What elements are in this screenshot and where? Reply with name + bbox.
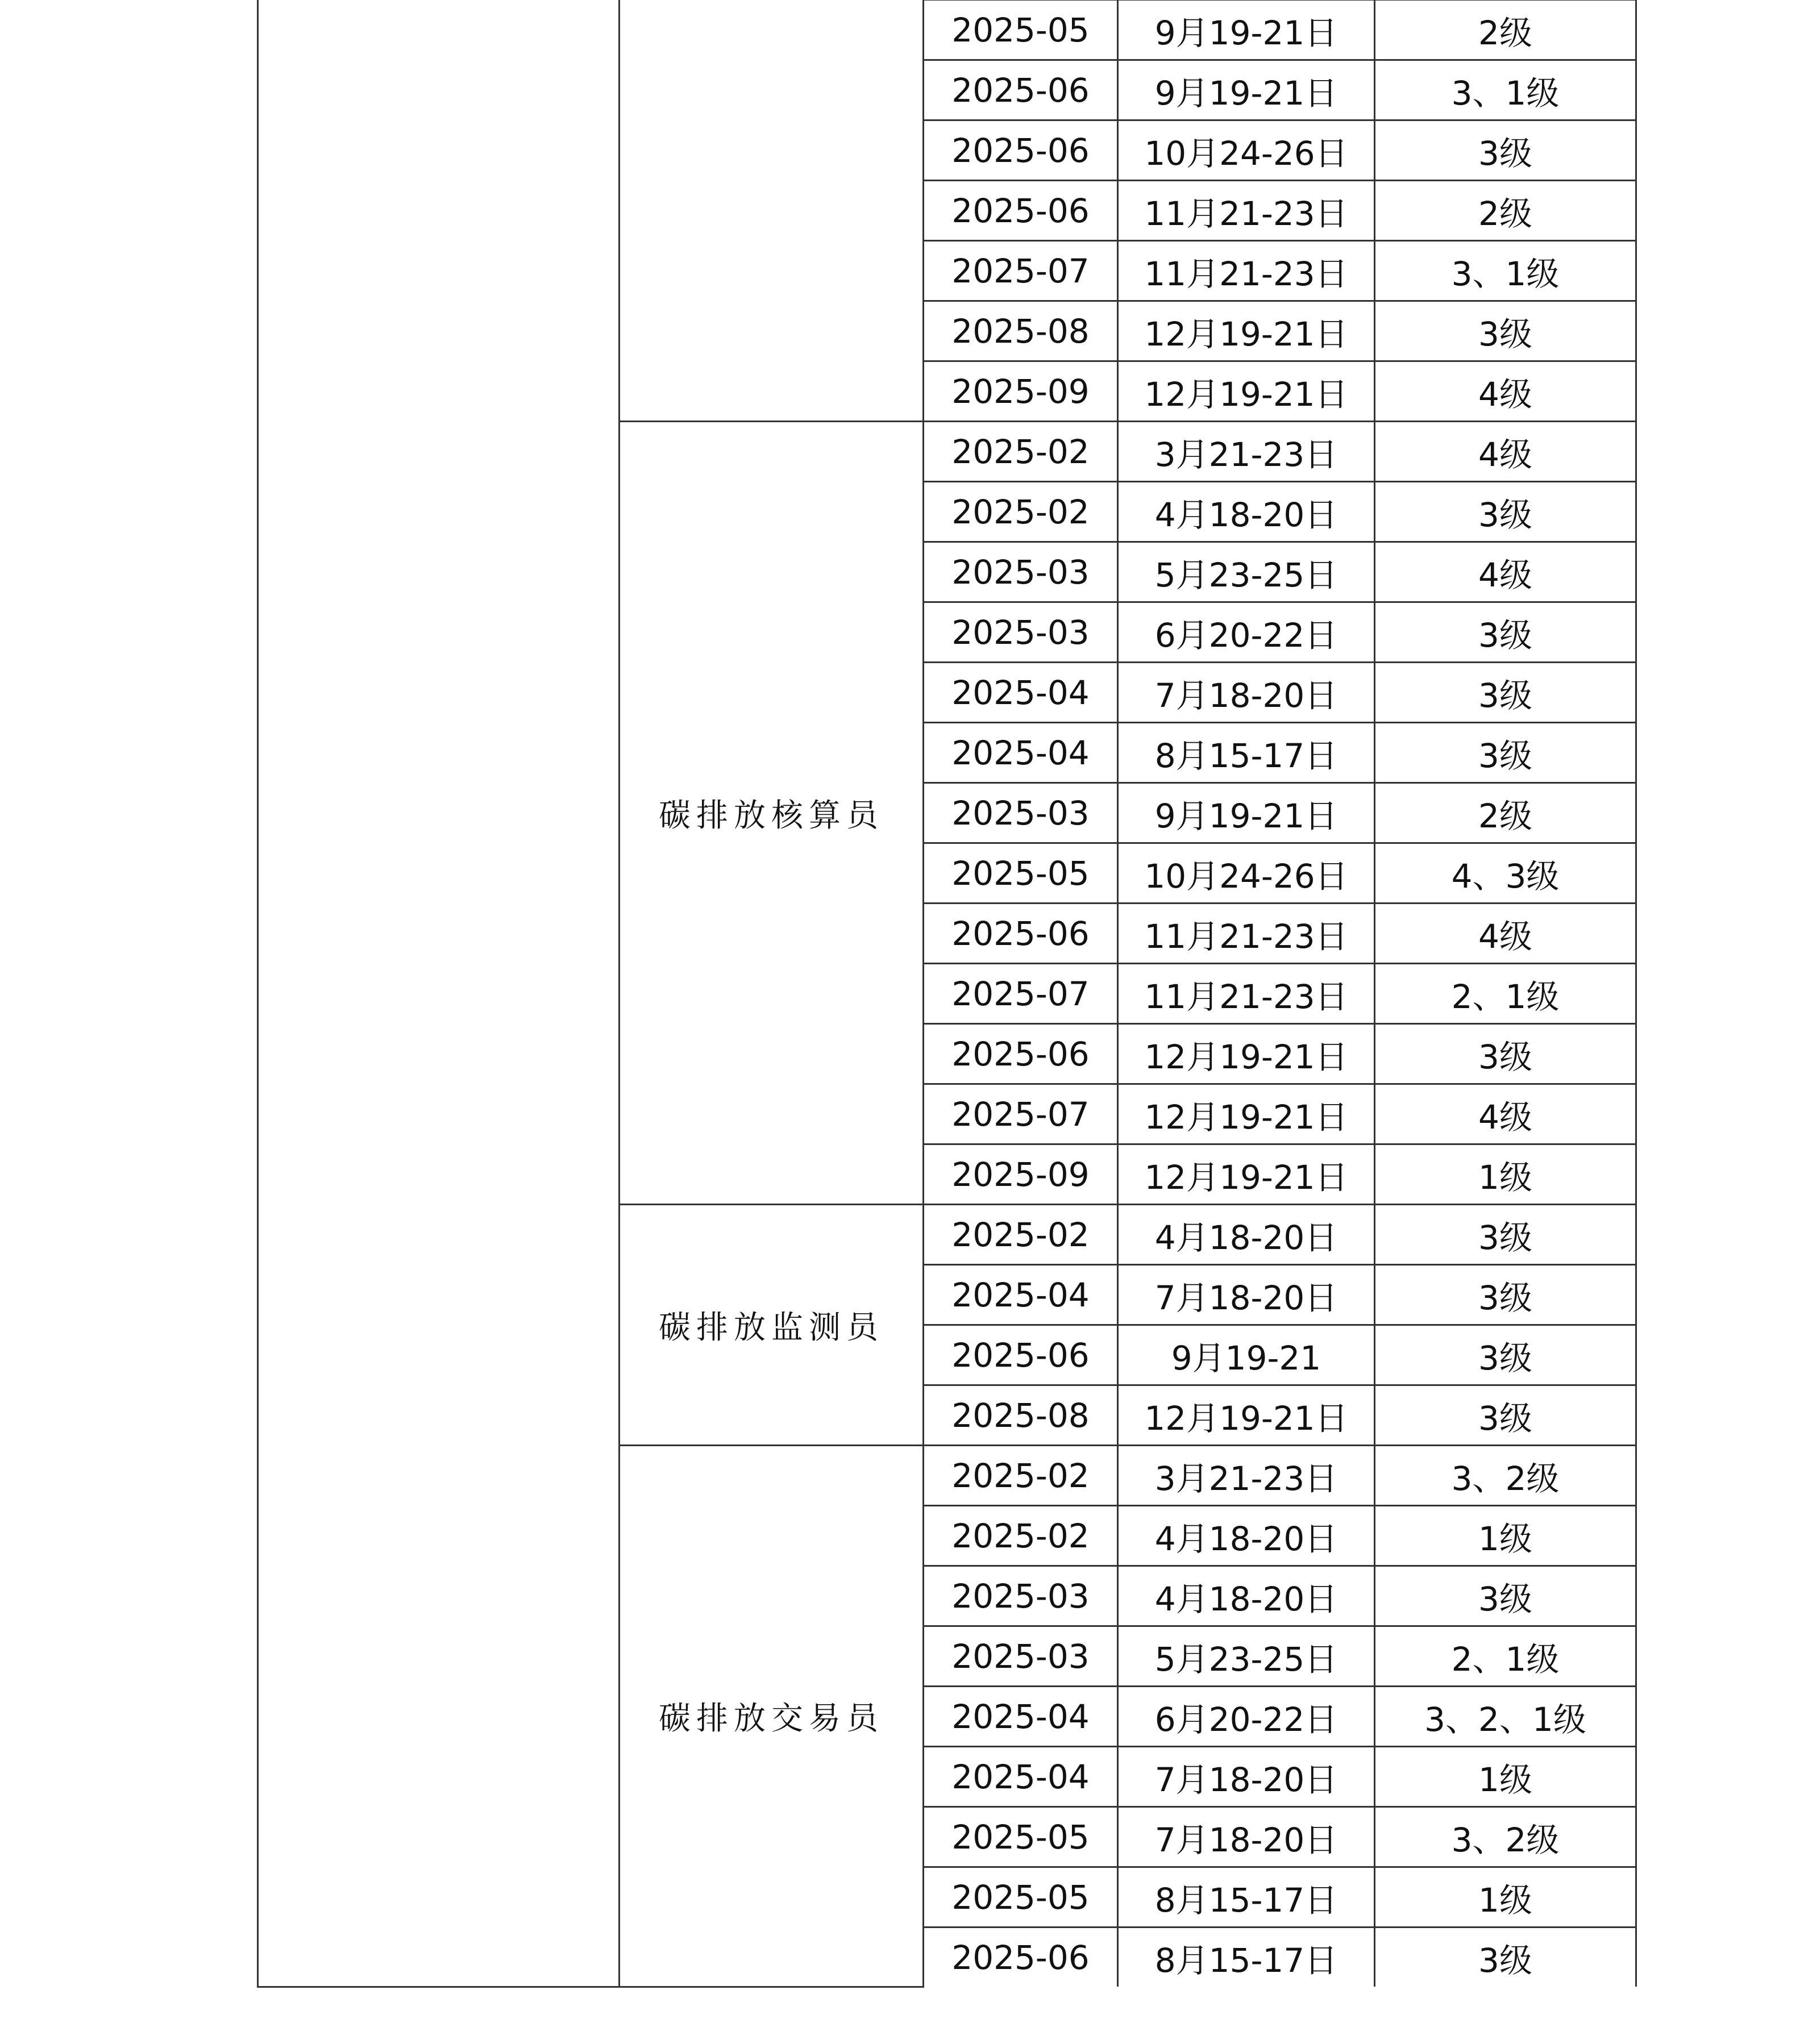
batch-cell: 2025-03 (924, 1566, 1118, 1626)
level-cell: 4级 (1375, 361, 1636, 422)
date-cell: 7月18-20日 (1118, 1807, 1375, 1867)
level-cell: 3级 (1375, 120, 1636, 181)
level-cell: 4、3级 (1375, 843, 1636, 904)
occupation-cell: 碳排放监测员 (620, 1205, 924, 1446)
batch-cell: 2025-02 (924, 1205, 1118, 1265)
batch-cell: 2025-08 (924, 1385, 1118, 1446)
level-cell: 3级 (1375, 301, 1636, 361)
date-cell: 4月18-20日 (1118, 482, 1375, 542)
date-cell: 5月23-25日 (1118, 1626, 1375, 1687)
date-cell: 7月18-20日 (1118, 1747, 1375, 1807)
level-cell: 2级 (1375, 0, 1636, 60)
batch-cell: 2025-02 (924, 1506, 1118, 1566)
batch-cell: 2025-09 (924, 361, 1118, 422)
level-cell: 2、1级 (1375, 1626, 1636, 1687)
date-cell: 9月19-21日 (1118, 783, 1375, 843)
batch-cell: 2025-06 (924, 60, 1118, 120)
level-cell: 3、1级 (1375, 241, 1636, 301)
batch-cell: 2025-03 (924, 1626, 1118, 1687)
batch-cell: 2025-06 (924, 181, 1118, 241)
batch-cell: 2025-08 (924, 301, 1118, 361)
level-cell: 3级 (1375, 1205, 1636, 1265)
table-row (258, 0, 1636, 60)
date-cell: 11月21-23日 (1118, 904, 1375, 964)
level-cell: 3、1级 (1375, 60, 1636, 120)
level-cell: 4级 (1375, 1084, 1636, 1144)
batch-cell: 2025-02 (924, 422, 1118, 482)
level-cell: 3级 (1375, 663, 1636, 723)
level-cell: 2级 (1375, 181, 1636, 241)
batch-cell: 2025-06 (924, 1024, 1118, 1084)
training-schedule-table (257, 0, 1637, 1988)
date-cell: 10月24-26日 (1118, 843, 1375, 904)
date-cell: 9月19-21日 (1118, 60, 1375, 120)
date-cell: 9月19-21日 (1118, 0, 1375, 60)
date-cell: 12月19-21日 (1118, 361, 1375, 422)
date-cell: 11月21-23日 (1118, 181, 1375, 241)
date-cell: 7月18-20日 (1118, 663, 1375, 723)
date-cell: 12月19-21日 (1118, 301, 1375, 361)
date-cell: 8月15-17日 (1118, 1928, 1375, 1987)
occupation-cell (620, 0, 924, 422)
date-cell: 11月21-23日 (1118, 241, 1375, 301)
date-cell: 3月21-23日 (1118, 422, 1375, 482)
batch-cell: 2025-09 (924, 1144, 1118, 1205)
date-cell: 8月15-17日 (1118, 723, 1375, 783)
occupation-cell: 碳排放交易员 (620, 1446, 924, 1987)
level-cell: 3、2级 (1375, 1446, 1636, 1506)
level-cell: 3级 (1375, 1385, 1636, 1446)
batch-cell: 2025-07 (924, 964, 1118, 1024)
date-cell: 8月15-17日 (1118, 1867, 1375, 1928)
batch-cell: 2025-02 (924, 482, 1118, 542)
level-cell: 1级 (1375, 1747, 1636, 1807)
date-cell: 3月21-23日 (1118, 1446, 1375, 1506)
occupation-cell: 碳排放核算员 (620, 422, 924, 1205)
level-cell: 3级 (1375, 602, 1636, 663)
batch-cell: 2025-05 (924, 843, 1118, 904)
date-cell: 11月21-23日 (1118, 964, 1375, 1024)
level-cell: 3级 (1375, 1566, 1636, 1626)
date-cell: 4月18-20日 (1118, 1566, 1375, 1626)
batch-cell: 2025-07 (924, 1084, 1118, 1144)
level-cell: 2级 (1375, 783, 1636, 843)
date-cell: 6月20-22日 (1118, 1687, 1375, 1747)
batch-cell: 2025-06 (924, 904, 1118, 964)
level-cell: 2、1级 (1375, 964, 1636, 1024)
batch-cell: 2025-04 (924, 1747, 1118, 1807)
batch-cell: 2025-04 (924, 663, 1118, 723)
level-cell: 3级 (1375, 482, 1636, 542)
level-cell: 3、2、1级 (1375, 1687, 1636, 1747)
batch-cell: 2025-04 (924, 1265, 1118, 1325)
date-cell: 5月23-25日 (1118, 542, 1375, 602)
batch-cell: 2025-03 (924, 783, 1118, 843)
batch-cell: 2025-04 (924, 1687, 1118, 1747)
batch-cell: 2025-05 (924, 1807, 1118, 1867)
date-cell: 12月19-21日 (1118, 1024, 1375, 1084)
batch-cell: 2025-06 (924, 1325, 1118, 1385)
level-cell: 3级 (1375, 1265, 1636, 1325)
batch-cell: 2025-06 (924, 120, 1118, 181)
level-cell: 3级 (1375, 723, 1636, 783)
level-cell: 4级 (1375, 904, 1636, 964)
blank-column-cell (258, 0, 620, 1987)
date-cell: 12月19-21日 (1118, 1144, 1375, 1205)
date-cell: 12月19-21日 (1118, 1385, 1375, 1446)
batch-cell: 2025-03 (924, 602, 1118, 663)
date-cell: 4月18-20日 (1118, 1205, 1375, 1265)
batch-cell: 2025-07 (924, 241, 1118, 301)
batch-cell: 2025-02 (924, 1446, 1118, 1506)
date-cell: 12月19-21日 (1118, 1084, 1375, 1144)
level-cell: 4级 (1375, 422, 1636, 482)
batch-cell: 2025-05 (924, 1867, 1118, 1928)
batch-cell: 2025-06 (924, 1928, 1118, 1987)
date-cell: 7月18-20日 (1118, 1265, 1375, 1325)
date-cell: 6月20-22日 (1118, 602, 1375, 663)
batch-cell: 2025-03 (924, 542, 1118, 602)
date-cell: 10月24-26日 (1118, 120, 1375, 181)
batch-cell: 2025-04 (924, 723, 1118, 783)
level-cell: 3、2级 (1375, 1807, 1636, 1867)
batch-cell: 2025-05 (924, 0, 1118, 60)
level-cell: 3级 (1375, 1928, 1636, 1987)
level-cell: 3级 (1375, 1325, 1636, 1385)
level-cell: 1级 (1375, 1144, 1636, 1205)
date-cell: 4月18-20日 (1118, 1506, 1375, 1566)
level-cell: 4级 (1375, 542, 1636, 602)
schedule-body (258, 0, 1636, 1987)
level-cell: 3级 (1375, 1024, 1636, 1084)
level-cell: 1级 (1375, 1506, 1636, 1566)
level-cell: 1级 (1375, 1867, 1636, 1928)
date-cell: 9月19-21 (1118, 1325, 1375, 1385)
